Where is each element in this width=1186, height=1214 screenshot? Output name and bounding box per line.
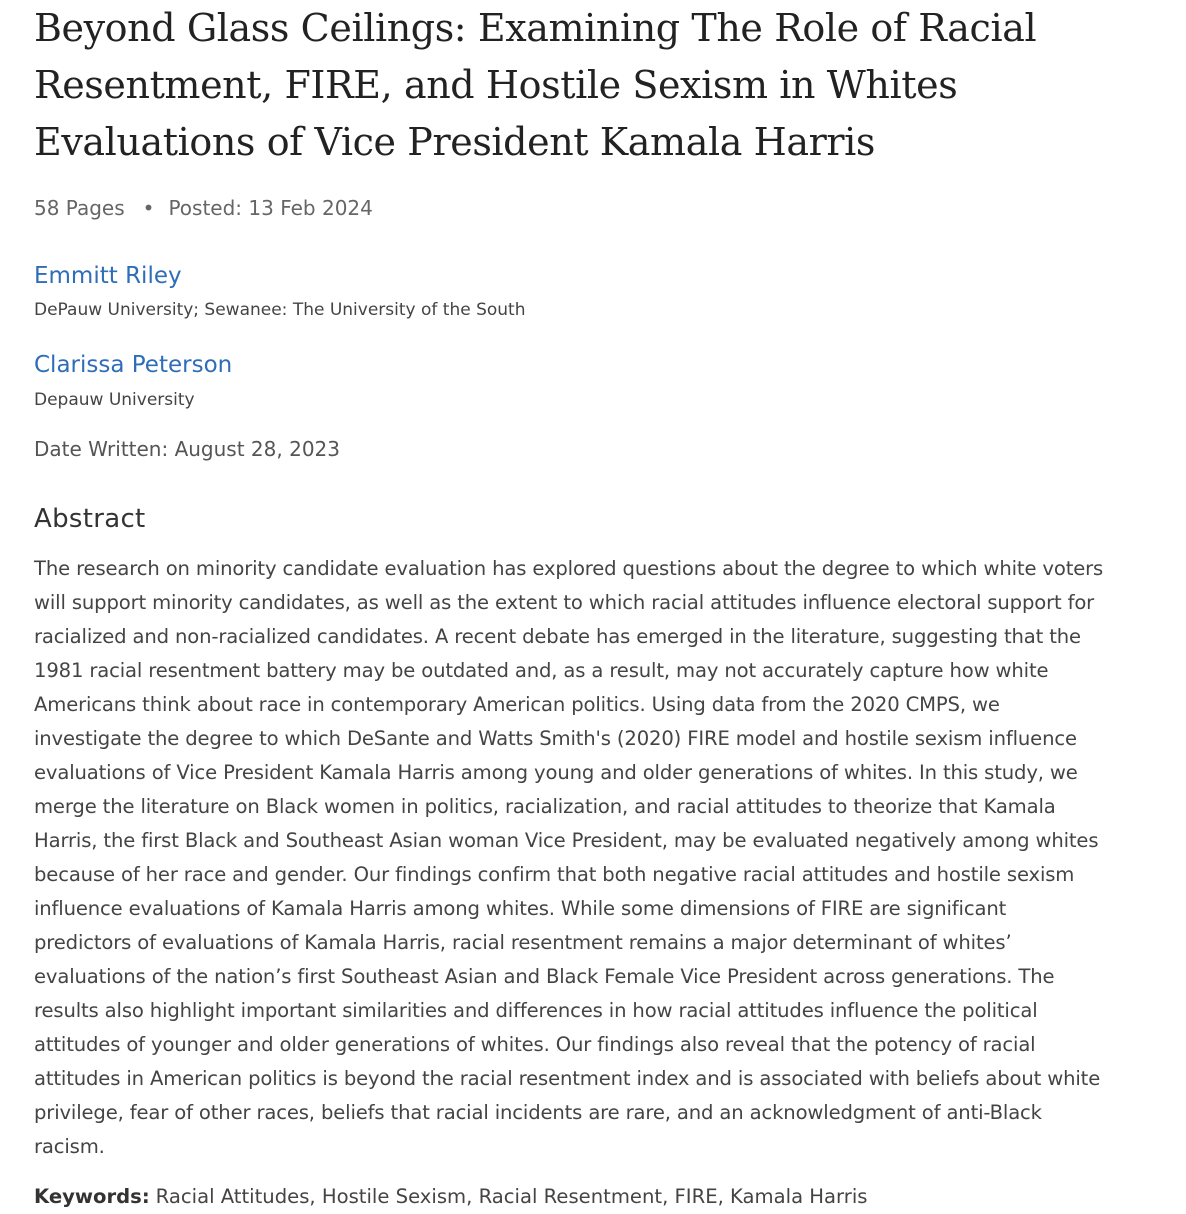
paper-meta (34, 193, 373, 223)
abstract-line: 1981 racial resentment battery may be outdated and, as a result, may not accurately capture how white (34, 659, 1049, 682)
abstract-line: results also highlight important similarities and differences in how racial attitudes influence the political (34, 999, 1038, 1022)
keywords-label: Keywords: (34, 1185, 150, 1208)
title-line: Resentment, FIRE, and Hostile Sexism in Whites (34, 63, 958, 107)
abstract-line: Harris, the first Black and Southeast Asian woman Vice President, may be evaluated negatively among whites (34, 829, 1099, 852)
meta-separator: • (142, 196, 155, 220)
date-written: Date Written: August 28, 2023 (34, 437, 340, 461)
author-affiliation: DePauw University; Sewanee: The University of the South (34, 300, 526, 320)
abstract-line: The research on minority candidate evaluation has explored questions about the degree to which white voters (34, 557, 1104, 580)
page-count: 58 Pages (34, 196, 125, 220)
author-link-emmitt-riley[interactable]: Emmitt Riley (34, 263, 182, 289)
abstract-text (34, 552, 1164, 1164)
paper-title (34, 0, 1154, 171)
abstract-line: privilege, fear of other races, beliefs that racial incidents are rare, and an acknowledgment of anti-Black (34, 1101, 1042, 1124)
abstract-line: racism. (34, 1135, 105, 1158)
abstract-line: merge the literature on Black women in politics, racialization, and racial attitudes to theorize that Kamala (34, 795, 1056, 818)
keywords-value: Racial Attitudes, Hostile Sexism, Racial Resentment, FIRE, Kamala Harris (155, 1185, 868, 1208)
title-line: Evaluations of Vice President Kamala Harris (34, 120, 876, 164)
abstract-line: attitudes in American politics is beyond the racial resentment index and is associated with beliefs about white (34, 1067, 1101, 1090)
abstract-line: will support minority candidates, as well as the extent to which racial attitudes influence electoral support for (34, 591, 1095, 614)
abstract-line: investigate the degree to which DeSante and Watts Smith's (2020) FIRE model and hostile sexism influence (34, 727, 1077, 750)
abstract-line: evaluations of Vice President Kamala Harris among young and older generations of whites. In this study, we (34, 761, 1078, 784)
abstract-line: Americans think about race in contemporary American politics. Using data from the 2020 CMPS, we (34, 693, 1000, 716)
title-line: Beyond Glass Ceilings: Examining The Role of Racial (34, 6, 1037, 50)
abstract-line: evaluations of the nation’s first Southeast Asian and Black Female Vice President across generations. The (34, 965, 1055, 988)
author-affiliation: Depauw University (34, 390, 195, 410)
abstract-line: influence evaluations of Kamala Harris among whites. While some dimensions of FIRE are significant (34, 897, 1007, 920)
abstract-line: because of her race and gender. Our findings confirm that both negative racial attitudes and hostile sexism (34, 863, 1075, 886)
posted-date: Posted: 13 Feb 2024 (168, 196, 373, 220)
author-link-clarissa-peterson[interactable]: Clarissa Peterson (34, 352, 233, 378)
abstract-line: predictors of evaluations of Kamala Harris, racial resentment remains a major determinant of whites’ (34, 931, 1012, 954)
abstract-line: attitudes of younger and older generations of whites. Our findings also reveal that the potency of racial (34, 1033, 1036, 1056)
abstract-heading: Abstract (34, 504, 146, 534)
abstract-line: racialized and non-racialized candidates. A recent debate has emerged in the literature, suggesting that the (34, 625, 1081, 648)
keywords (34, 1180, 867, 1214)
